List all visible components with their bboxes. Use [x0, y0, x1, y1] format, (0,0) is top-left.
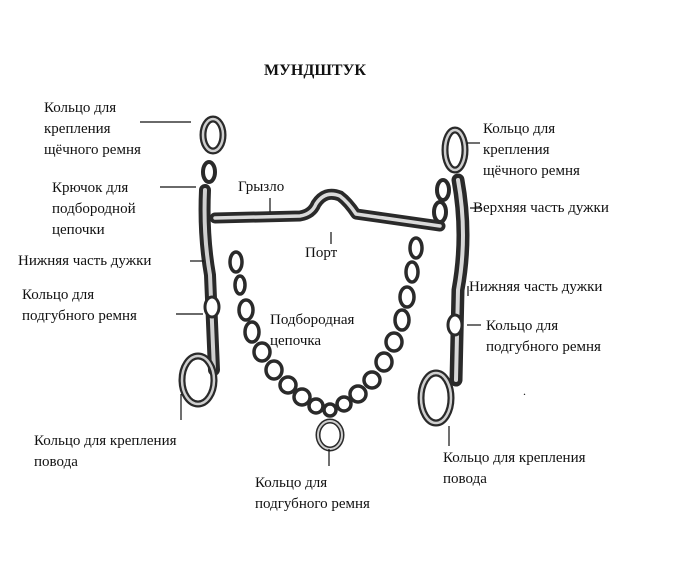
label-chain-hook: Крючок для подбородной цепочки	[52, 180, 136, 238]
bottom-lip-strap-ring	[318, 421, 342, 449]
mouthpiece	[215, 194, 440, 226]
label-lip-ring-left: Кольцо для подгубного ремня	[22, 287, 137, 324]
leader-lines	[140, 122, 482, 466]
label-port: Порт	[305, 245, 338, 261]
label-upper-shank: Верхняя часть дужки	[473, 200, 609, 216]
label-cheek-ring-left: Кольцо для крепления щёчного ремня	[44, 100, 141, 158]
label-lower-shank-left: Нижняя часть дужки	[18, 253, 152, 269]
label-rein-ring-right: Кольцо для крепления повода	[443, 450, 586, 487]
label-rein-ring-left: Кольцо для крепления повода	[34, 433, 177, 470]
label-lip-ring-bottom: Кольцо для подгубного ремня	[255, 475, 370, 512]
stray-dot: .	[523, 384, 526, 398]
label-lower-shank-right: Нижняя часть дужки	[469, 279, 603, 295]
label-mouthpiece: Грызло	[238, 179, 285, 195]
diagram-title: МУНДШТУК	[264, 62, 366, 79]
label-cheek-ring-right: Кольцо для крепления щёчного ремня	[483, 121, 580, 179]
right-shank	[421, 130, 465, 423]
label-lip-ring-right: Кольцо для подгубного ремня	[486, 318, 601, 355]
label-curb-chain: Подбородная цепочка	[270, 312, 355, 349]
